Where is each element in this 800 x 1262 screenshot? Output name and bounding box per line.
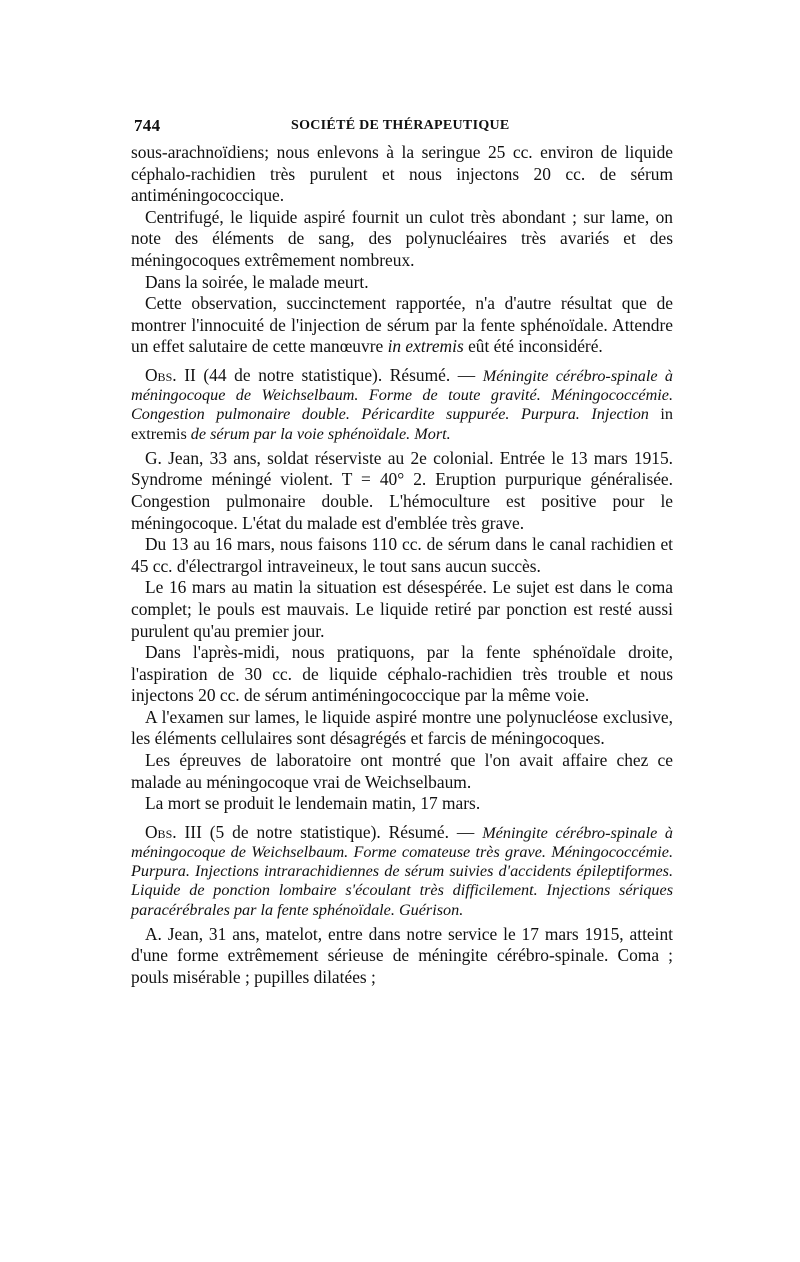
observation-2-summary	[131, 366, 673, 444]
paragraph-9: A l'examen sur lames, le liquide aspiré montre une polynucléose exclusive, les éléments cellulaires sont désagrégés et farcis de méningocoques.	[131, 706, 673, 749]
observation-2-italic-a: Méningite cérébro-spinale à méningocoque de Weichselbaum. Forme de toute gravité. Méningococcémie. Congestion pulmonaire double. Péricardite suppurée. Purpura. Injection	[131, 366, 673, 424]
observation-3-label: Obs.	[145, 821, 177, 842]
paragraph-2: Centrifugé, le liquide aspiré fournit un culot très abondant ; sur lame, on note des éléments de sang, des polynucléaires très avariés et des méningocoques extrêmement nombreux.	[131, 206, 673, 270]
observation-2-label: Obs.	[145, 364, 177, 385]
paragraph-8: Dans l'après-midi, nous pratiquons, par la fente sphénoïdale droite, l'aspiration de 30 cc. de liquide céphalo-rachidien très trouble et nous injectons 20 cc. de sérum antiméningococcique par la même voie.	[131, 642, 673, 706]
running-title: SOCIÉTÉ DE THÉRAPEUTIQUE	[291, 118, 510, 133]
observation-3-summary	[131, 823, 673, 920]
paragraph-10: Les épreuves de laboratoire ont montré que l'on avait affaire chez ce malade au méningocoque vrai de Weichselbaum.	[131, 750, 673, 792]
book-page	[131, 112, 673, 989]
paragraph-4-text-a: Cette observation, succinctement rapportée, n'a d'autre résultat que de montrer l'innocuité de l'injection de sérum par la fente sphénoïdale. Attendre un effet salutaire de cette manœuvre	[131, 293, 673, 357]
paragraph-6: Du 13 au 16 mars, nous faisons 110 cc. de sérum dans le canal rachidien et 45 cc. d'électrargol intraveineux, le tout sans aucun succès.	[131, 534, 673, 576]
paragraph-7: Le 16 mars au matin la situation est désespérée. Le sujet est dans le coma complet; le pouls est mauvais. Le liquide retiré par ponction est resté aussi purulent qu'au premier jour.	[131, 577, 673, 641]
paragraph-4	[131, 293, 673, 358]
paragraph-3: Dans la soirée, le malade meurt.	[145, 271, 369, 292]
observation-3-italic: Méningite cérébro-spinale à méningocoque de Weichselbaum. Forme comateuse très grave. Méningococcémie. Purpura. Injections intrarachidiennes de sérum suivies d'accidents épileptiformes. Liquide de ponction lombaire s'écoulant très difficilement. Injections sériques paracérébrales par la fente sphénoïdale. Guérison.	[131, 823, 673, 919]
paragraph-12: A. Jean, 31 ans, matelot, entre dans notre service le 17 mars 1915, atteint d'une forme extrêmement sérieuse de méningite cérébro-spinale. Coma ; pouls misérable ; pupilles dilatées ;	[131, 923, 673, 988]
observation-3-heading: III (5 de notre statistique). Résumé. —	[176, 821, 483, 842]
paragraph-11: La mort se produit le lendemain matin, 17 mars.	[145, 793, 481, 814]
page-number: 744	[134, 116, 161, 135]
paragraph-1: sous-arachnoïdiens; nous enlevons à la seringue 25 cc. environ de liquide céphalo-rachidien très purulent et nous injectons 20 cc. de sérum antiméningococcique.	[131, 142, 673, 206]
observation-2-heading: II (44 de notre statistique). Résumé. —	[176, 364, 483, 385]
observation-2-roman: in extremis	[131, 405, 674, 443]
paragraph-4-text-c: eût été inconsidéré.	[463, 336, 603, 357]
running-header	[131, 112, 673, 142]
paragraph-5: G. Jean, 33 ans, soldat réserviste au 2e colonial. Entrée le 13 mars 1915. Syndrome méningé violent. T = 40° 2. Eruption purpurique généralisée. Congestion pulmonaire double. L'hémoculture est positive pour le méningocoque. L'état du malade est d'emblée très grave.	[131, 447, 673, 533]
observation-2-italic-b: de sérum par la voie sphénoïdale. Mort.	[190, 424, 451, 443]
paragraph-4-italic: in extremis	[387, 336, 464, 357]
